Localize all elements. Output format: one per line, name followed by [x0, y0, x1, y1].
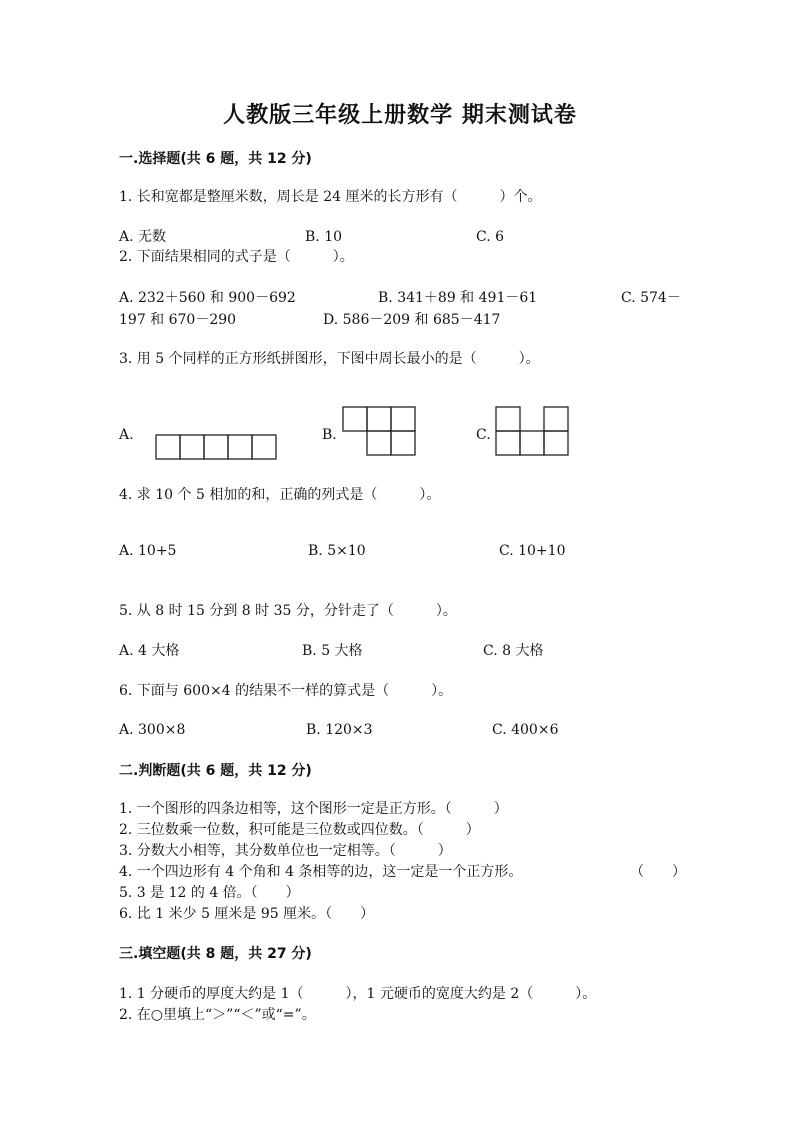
judgement-item-2: 2. 三位数乘一位数，积可能是三位数或四位数。（ ）	[119, 822, 480, 838]
question-5-option-c: C. 8 大格	[483, 643, 544, 659]
page-title: 人教版三年级上册数学 期末测试卷	[223, 103, 577, 128]
question-2-option-d: D. 586－209 和 685－417	[323, 312, 501, 328]
question-4-stem: 4. 求 10 个 5 相加的和，正确的列式是（ ）。	[119, 487, 441, 503]
question-2-option-c-part2: 197 和 670－290	[119, 312, 237, 328]
question-2-option-b: B. 341＋89 和 491－61	[378, 290, 538, 306]
question-2-option-a: A. 232＋560 和 900－692	[119, 290, 296, 306]
figure-a-five-squares-row	[155, 433, 279, 461]
question-4-option-c: C. 10+10	[499, 543, 566, 559]
judgement-item-1: 1. 一个图形的四条边相等，这个图形一定是正方形。（ ）	[119, 801, 508, 817]
figure-c-squares	[494, 405, 570, 459]
judgement-item-6: 6. 比 1 米少 5 厘米是 95 厘米。（ ）	[119, 906, 375, 922]
question-5-stem: 5. 从 8 时 15 分到 8 时 35 分，分针走了（ ）。	[119, 603, 457, 619]
fill-item-2: 2. 在○里填上“＞”“＜”或“=”。	[119, 1007, 316, 1023]
judgement-item-5: 5. 3 是 12 的 4 倍。（ ）	[119, 885, 300, 901]
judgement-item-4: 4. 一个四边形有 4 个角和 4 条相等的边，这一定是一个正方形。	[119, 864, 523, 880]
question-2-stem: 2. 下面结果相同的式子是（ ）。	[119, 249, 354, 265]
question-3-option-a: A.	[119, 427, 134, 443]
question-3-stem: 3. 用 5 个同样的正方形纸拼图形，下图中周长最小的是（ ）。	[119, 351, 540, 367]
question-6-option-c: C. 400×6	[492, 722, 559, 738]
question-6-option-a: A. 300×8	[119, 722, 186, 738]
question-1-stem: 1. 长和宽都是整厘米数，周长是 24 厘米的长方形有（ ）个。	[119, 189, 542, 205]
question-4-option-a: A. 10+5	[119, 543, 177, 559]
judgement-item-3: 3. 分数大小相等，其分数单位也一定相等。（ ）	[119, 843, 452, 859]
question-3-option-b: B.	[322, 427, 337, 443]
question-5-option-a: A. 4 大格	[119, 643, 180, 659]
question-1-option-a: A. 无数	[119, 229, 167, 245]
question-3-option-c: C.	[476, 427, 491, 443]
question-1-option-c: C. 6	[476, 229, 505, 245]
figure-b-squares	[341, 405, 417, 459]
question-4-option-b: B. 5×10	[308, 543, 366, 559]
question-6-stem: 6. 下面与 600×4 的结果不一样的算式是（ ）。	[119, 683, 453, 699]
fill-item-1: 1. 1 分硬币的厚度大约是 1（ ），1 元硬币的宽度大约是 2（ ）。	[119, 986, 597, 1002]
question-5-option-b: B. 5 大格	[302, 643, 363, 659]
section-heading-judgement: 二.判断题(共 6 题，共 12 分)	[119, 763, 312, 779]
question-2-option-c-part1: C. 574－	[621, 290, 681, 306]
question-6-option-b: B. 120×3	[306, 722, 373, 738]
section-heading-fill-in: 三.填空题(共 8 题，共 27 分)	[119, 946, 312, 962]
judgement-item-4-blank: （ ）	[630, 864, 686, 880]
question-1-option-b: B. 10	[305, 229, 343, 245]
section-heading-choice: 一.选择题(共 6 题，共 12 分)	[119, 151, 312, 167]
